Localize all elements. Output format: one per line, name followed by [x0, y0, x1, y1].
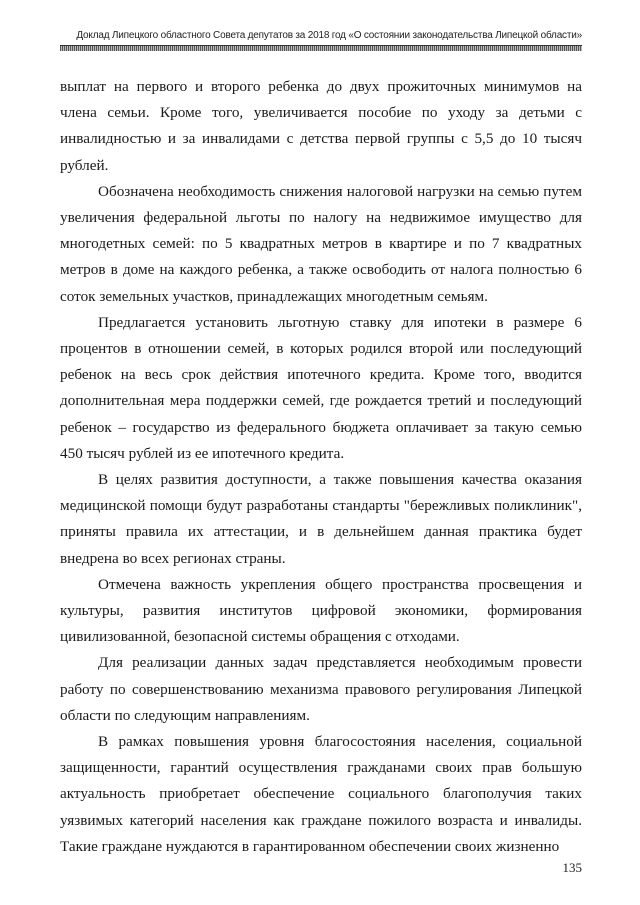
running-header: Доклад Липецкого областного Совета депутатов за 2018 год «О состоянии законодательства Липецкой области»: [76, 30, 582, 41]
paragraph: Обозначена необходимость снижения налоговой нагрузки на семью путем увеличения федеральной льготы по налогу на недвижимое имущество для многодетных семей: по 5 квадратных метров в квартире и по 7 квадратных метров в доме на каждого ребенка, а также освободить от налога полностью 6 соток земельных участков, принадлежащих многодетным семьям.: [60, 182, 582, 305]
paragraph: В целях развития доступности, а также повышения качества оказания медицинской помощи будут разработаны стандарты "бережливых поликлиник", приняты правила их аттестации, и в дельнейшем данная практика будет внедрена во всех регионах страны.: [60, 471, 582, 567]
paragraph-continued: выплат на первого и второго ребенка до двух прожиточных минимумов на члена семьи. Кроме того, увеличивается пособие по уходу за детьми с инвалидностью и за инвалидами с детства первой группы с 5,5 до 10 тысяч рублей.: [60, 78, 582, 174]
page-number: 135: [562, 860, 582, 875]
body-text: [60, 74, 582, 860]
paragraph: Предлагается установить льготную ставку для ипотеки в размере 6 процентов в отношении семей, в которых родился второй или последующий ребенок на весь срок действия ипотечного кредита. Кроме того, вводится дополнительная мера поддержки семей, где рождается третий и последующий ребенок – государство из федерального бюджета оплачивает за такую семью 450 тысяч рублей из ее ипотечного кредита.: [60, 313, 582, 462]
header-rule-hatch: [60, 46, 582, 51]
paragraph: Для реализации данных задач представляется необходимым провести работу по совершенствованию механизма правового регулирования Липецкой области по следующим направлениям.: [60, 654, 582, 724]
paragraph: В рамках повышения уровня благосостояния населения, социальной защищенности, гарантий осуществления гражданами своих прав большую актуальность приобретает обеспечение социального благополучия таких уязвимых категорий населения как граждане пожилого возраста и инвалиды. Такие граждане нуждаются в гарантированном обеспечении своих жизненно: [60, 733, 582, 855]
paragraph: Отмечена важность укрепления общего пространства просвещения и культуры, развития институтов цифровой экономики, формирования цивилизованной, безопасной системы обращения с отходами.: [60, 575, 582, 646]
